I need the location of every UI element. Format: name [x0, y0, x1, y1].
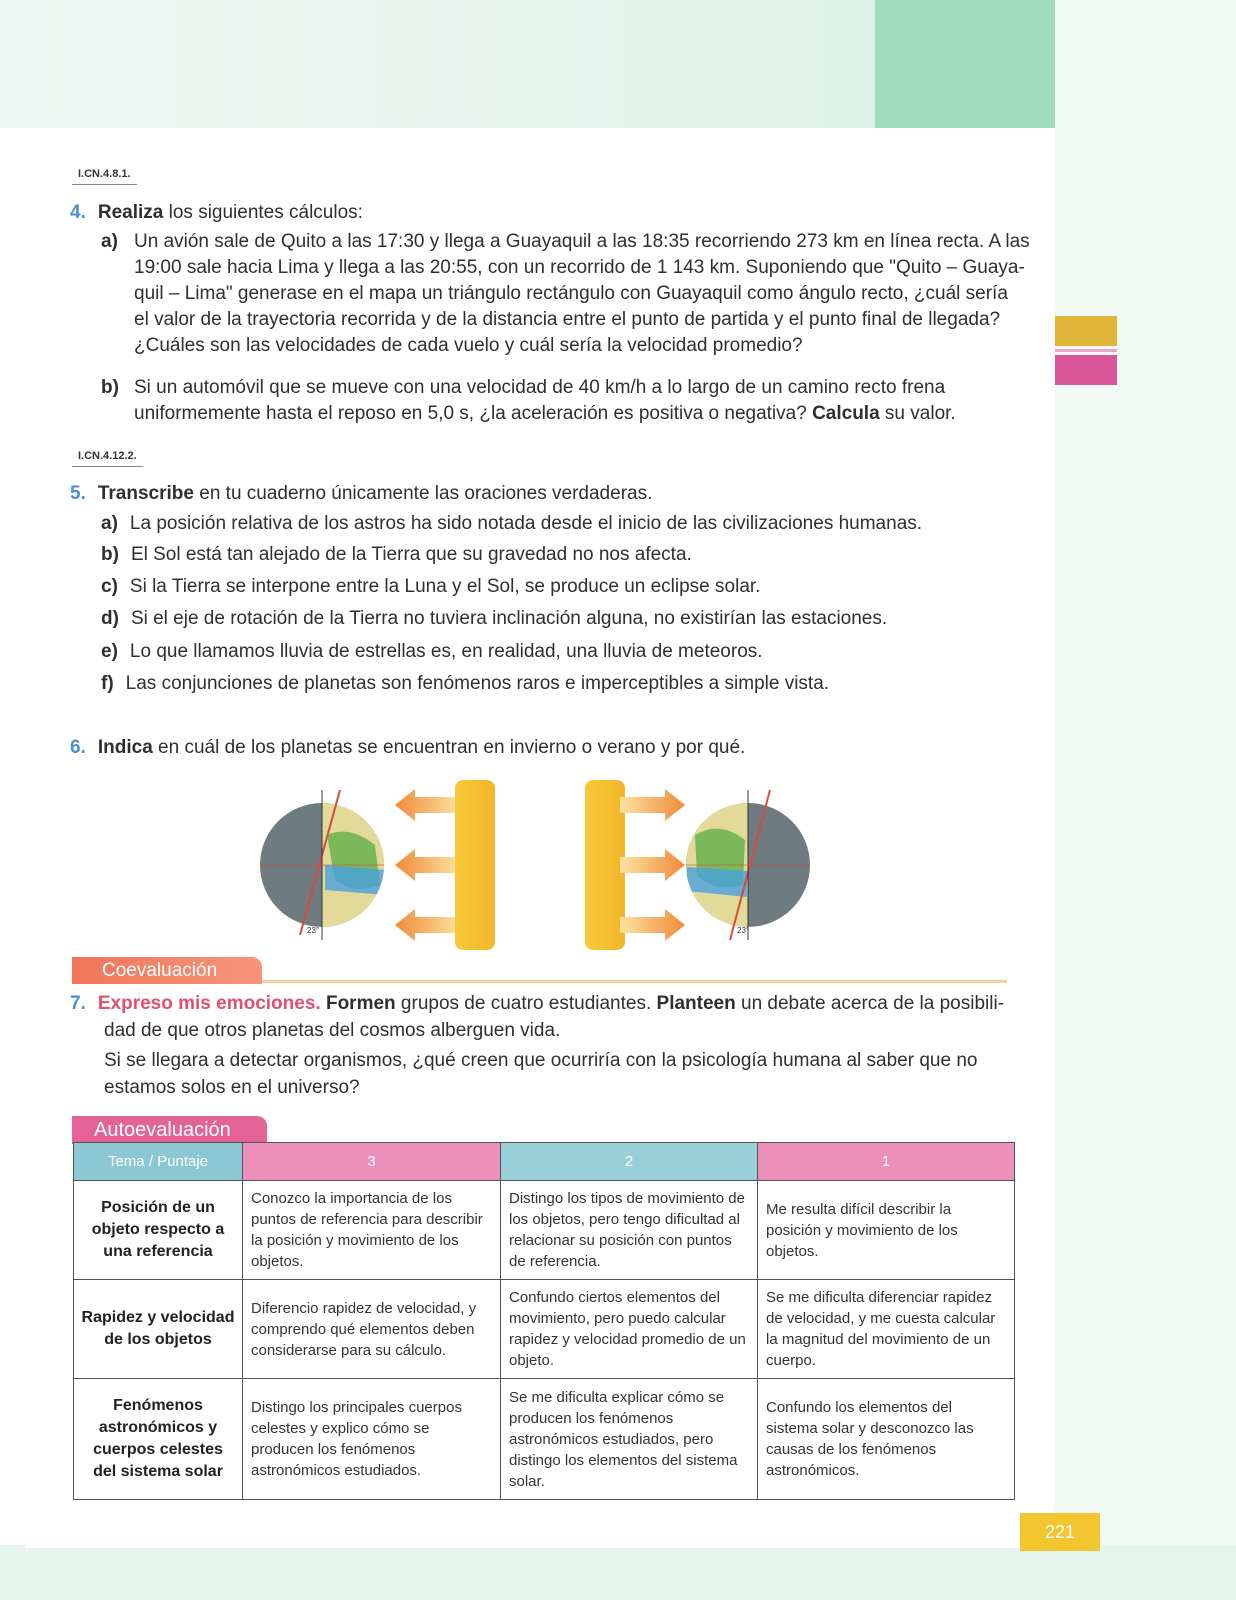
question-text: un debate acerca de la posibili-: [735, 993, 1005, 1014]
sun-left: [455, 780, 495, 950]
list-item: [101, 573, 760, 600]
cell-score-1: Confundo los elementos del sistema solar y desconozco las causas de los fenómenos astronómicos.: [758, 1379, 1015, 1500]
item-a-label: a): [101, 231, 118, 252]
header-topic: Tema / Puntaje: [74, 1143, 243, 1181]
table-row: [74, 1280, 1015, 1379]
q4b-line: Si un automóvil que se mueve con una velocidad de 40 km/h a lo largo de un camino recto frena: [134, 377, 946, 398]
q4b-text-end: su valor.: [879, 403, 956, 424]
edge-tab-pink-stripe: [1055, 349, 1117, 352]
item-text: Lo que llamamos lluvia de estrellas es, en realidad, una lluvia de meteoros.: [129, 641, 763, 662]
item-text: El Sol está tan alejado de la Tierra que su gravedad no nos afecta.: [130, 544, 692, 565]
header-score-1: 1: [758, 1143, 1015, 1181]
table-row: [74, 1379, 1015, 1500]
q4a-line: quil – Lima" generase en el mapa un triángulo rectángulo con Guayaquil como ángulo recto, ¿cuál sería: [134, 283, 1008, 304]
q7-line: estamos solos en el universo?: [104, 1077, 360, 1098]
item-text: Las conjunciones de planetas son fenómenos raros e imperceptibles a simple vista.: [125, 673, 830, 694]
edge-tab-pink: [1055, 355, 1117, 385]
cell-score-3: Distingo los principales cuerpos celestes y explico cómo se producen los fenómenos astronómicos estudiados.: [243, 1379, 501, 1500]
page-number: 221: [1020, 1513, 1100, 1551]
table-row: [74, 1181, 1015, 1280]
header-score-3: 3: [243, 1143, 501, 1181]
cell-score-1: Se me dificulta diferenciar rapidez de velocidad, y me cuesta calcular la magnitud del movimiento de un cuerpo.: [758, 1280, 1015, 1379]
question-number: 6.: [70, 737, 86, 758]
list-item: [101, 541, 692, 568]
right-margin: [1055, 0, 1236, 1600]
item-label: [101, 228, 130, 255]
item-label: a): [101, 513, 118, 534]
q4b-line2: [134, 400, 956, 427]
question-emphasis: Expreso mis emociones.: [97, 993, 321, 1014]
q7-line: Si se llegara a detectar organismos, ¿qué creen que ocurriría con la psicología humana al saber que no: [104, 1050, 978, 1071]
light-arrows-left: [395, 783, 460, 941]
list-item: [101, 670, 829, 697]
list-item: [101, 510, 922, 537]
question-number: 4.: [70, 202, 86, 223]
earth-left: [260, 790, 392, 940]
q4b-text: uniformemente hasta el reposo en 5,0 s, ¿la aceleración es positiva o negativa?: [134, 403, 813, 424]
cell-score-3: Conozco la importancia de los puntos de referencia para describir la posición y movimiento de los objetos.: [243, 1181, 501, 1280]
angle-label-left: 23°: [307, 926, 320, 935]
q4a-line: ¿Cuáles son las velocidades de cada vuelo y cuál sería la velocidad promedio?: [134, 335, 803, 356]
question-verb: Indica: [97, 737, 153, 758]
light-arrows-right: [620, 789, 685, 941]
question-verb: Transcribe: [97, 483, 194, 504]
coevaluacion-tab: Coevaluación: [72, 957, 262, 984]
list-item: [101, 638, 763, 665]
question-number: 7.: [70, 993, 86, 1014]
question-text: en cuál de los planetas se encuentran en invierno o verano y por qué.: [152, 737, 746, 758]
item-text: Si la Tierra se interpone entre la Luna y el Sol, se produce un eclipse solar.: [129, 576, 761, 597]
edge-tab-gold: [1055, 316, 1117, 346]
sun-right: [585, 780, 625, 950]
list-item: [101, 605, 887, 632]
item-label: e): [101, 641, 118, 662]
cell-score-2: Se me dificulta explicar cómo se producen los fenómenos astronómicos estudiados, pero distingo los elementos del sistema solar.: [501, 1379, 758, 1500]
indicator-code: I.CN.4.12.2.: [72, 450, 143, 467]
item-b-label: b): [101, 377, 119, 398]
cell-score-2: Distingo los tipos de movimiento de los objetos, pero tengo dificultad al relacionar su posición con puntos de referencia.: [501, 1181, 758, 1280]
question-5: [70, 480, 652, 507]
angle-label-right: 23°: [737, 926, 750, 935]
item-label: d): [101, 608, 119, 629]
item-label: b): [101, 544, 119, 565]
item-text: Si el eje de rotación de la Tierra no tuviera inclinación alguna, no existirían las estaciones.: [130, 608, 888, 629]
question-number: 5.: [70, 483, 86, 504]
autoevaluacion-tab: Autoevaluación: [72, 1116, 267, 1144]
question-6: [70, 734, 745, 761]
cell-score-1: Me resulta difícil describir la posición y movimiento de los objetos.: [758, 1181, 1015, 1280]
row-topic: Fenómenos astronómicos y cuerpos celestes del sistema solar: [74, 1379, 243, 1500]
question-7: [70, 990, 1004, 1017]
header-score-2: 2: [501, 1143, 758, 1181]
question-verb: Realiza: [97, 202, 164, 223]
table-header-row: [74, 1143, 1015, 1181]
question-4: [70, 199, 363, 226]
q4a-line: 19:00 sale hacia Lima y llega a las 20:55, con un recorrido de 1 143 km. Suponiendo que "Quito – Guaya-: [134, 257, 1025, 278]
item-label: c): [101, 576, 118, 597]
question-text: en tu cuaderno únicamente las oraciones verdaderas.: [193, 483, 653, 504]
item-text: La posición relativa de los astros ha sido notada desde el inicio de las civilizaciones humanas.: [129, 513, 923, 534]
question-verb: Planteen: [656, 993, 736, 1014]
item-label: [101, 374, 131, 401]
q4a-line: el valor de la trayectoria recorrida y de la distancia entre el punto de partida y el punto final de llegada?: [134, 309, 1001, 330]
question-verb: Formen: [320, 993, 396, 1014]
seasons-illustration: [255, 775, 815, 950]
bottom-band: [0, 1545, 1236, 1600]
earth-right: [685, 790, 810, 940]
q7-line: dad de que otros planetas del cosmos alberguen vida.: [104, 1020, 561, 1041]
cell-score-2: Confundo ciertos elementos del movimiento, pero puedo calcular rapidez y velocidad promedio de un objeto.: [501, 1280, 758, 1379]
rubric-table: [73, 1142, 1015, 1500]
question-text: los siguientes cálculos:: [163, 202, 363, 223]
row-topic: Posición de un objeto respecto a una referencia: [74, 1181, 243, 1280]
q4b-verb: Calcula: [812, 403, 880, 424]
indicator-code: I.CN.4.8.1.: [72, 168, 137, 185]
item-label: f): [101, 673, 114, 694]
q4a-line: Un avión sale de Quito a las 17:30 y llega a Guayaquil a las 18:35 recorriendo 273 km en línea recta. A las: [134, 231, 1030, 252]
row-topic: Rapidez y velocidad de los objetos: [74, 1280, 243, 1379]
cell-score-3: Diferencio rapidez de velocidad, y comprendo qué elementos deben considerarse para su cálculo.: [243, 1280, 501, 1379]
coevaluacion-rule: [262, 980, 1007, 983]
question-text: grupos de cuatro estudiantes.: [395, 993, 657, 1014]
